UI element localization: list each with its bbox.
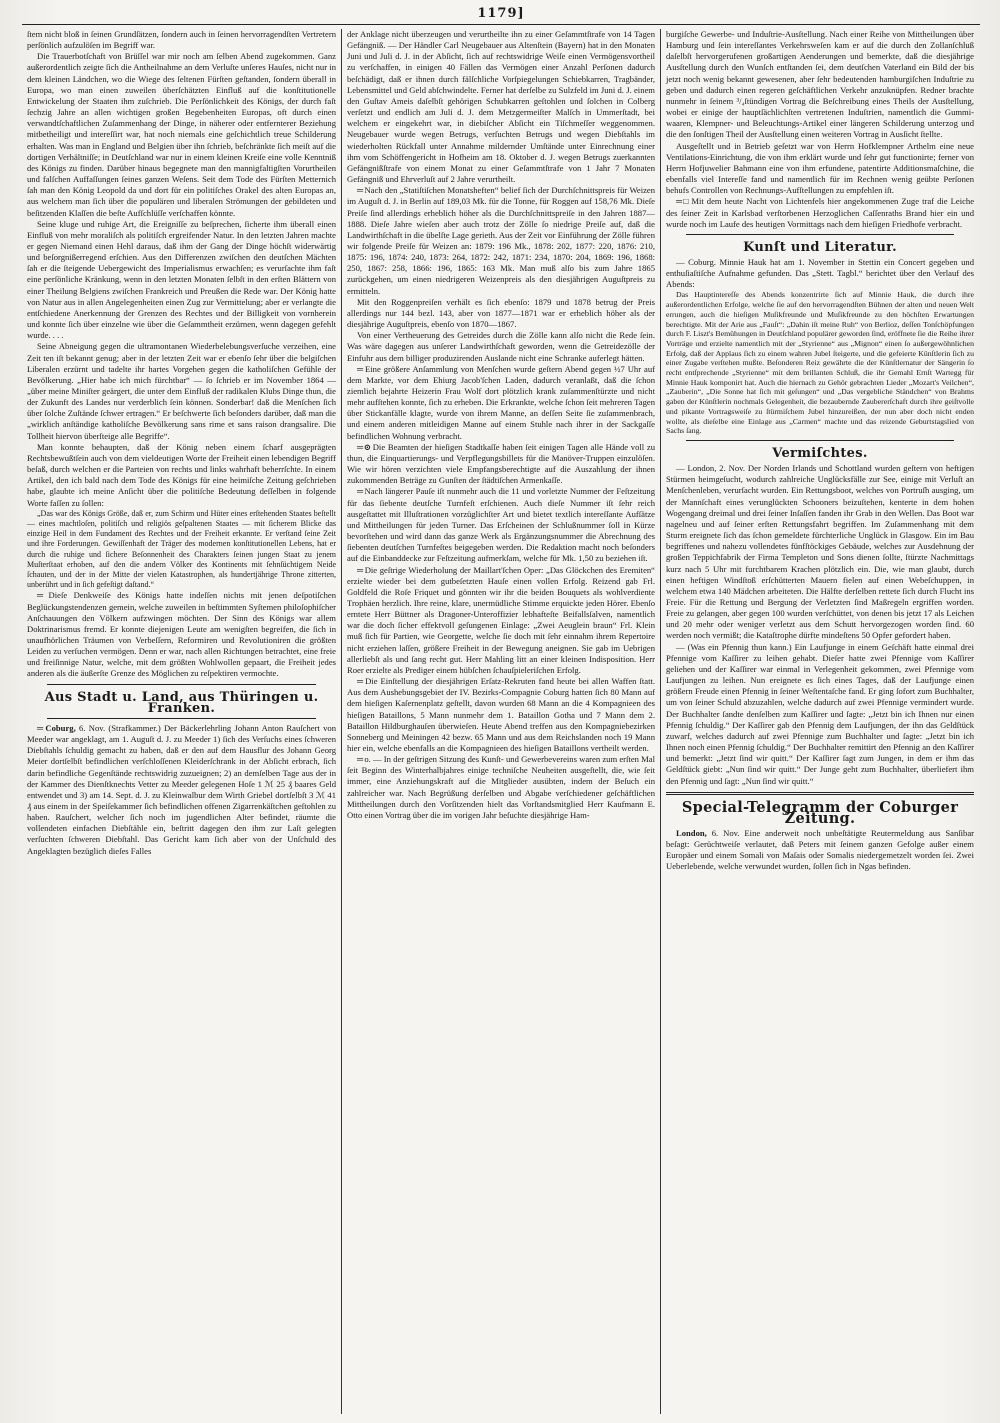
article-paragraph — [347, 754, 655, 821]
article-paragraph: Die Trauerbotſchaft von Brüſſel war mir noch am ſelben Abend zugekommen. Ganz außerordentlich zeigte ſich die Antheilnahme an dem Verluſte unſeres Hauſes, nicht nur in dem kleinen Ländchen, wo die Wiege des ſeltenen Fürſten geſtanden, ſondern überall in Europa, wo man einen zuweilen überſchätzten Einfluß auf die konſtitutionelle Entwickelung der Staaten ihm zuſchrieb. Die Perſönlichkeit des Königs, der durch faſt ſechzig Jahre an allen wichtigen großen Begebenheiten Europas, oft durch einen verwandtſchaftlichen Zuſammenhang der Dinge, in näherer oder entfernterer Beziehung mitbetheiligt und intereſſirt war, hat noch niemals eine geſchichtlich treue Schilderung erhalten. Was man in England und Belgien über ihn ſchrieb, beſchränkte ſich meiſt auf die dortigen Verhältniſſe; in Deutſchland war nur in einem kleinen Kreiſe eine volle Kenntniß des Königs zu finden. Darüber hinaus begegnete man den mannigfaltigſten Vorurtheilen und falſchen Auffaſſungen ſeines ganzen Weſens. Seit dem Tode des Fürſten Metternich ſah man den König Leopold da und dort für ein politiſches Orakel des alten Europas an, aus welchem man ſich über die populären und liberalen Strömungen der gebildeten und beſitzenden Klaſſen die beſte Aufſchlüſſe verſchaffen könnte. — [27, 51, 336, 218]
article-paragraph — [347, 442, 655, 487]
section-marker-icon: ═ — [357, 363, 363, 374]
divider — [686, 234, 954, 235]
section-heading-local-news: Aus Stadt u. Land, aus Thüringen u. Franken. — [44, 689, 319, 716]
section-marker-icon: ═ — [357, 486, 363, 497]
article-paragraph — [666, 196, 974, 229]
paragraph-text: Die Einſtellung der diesjährigen Erſatz-Rekruten fand heute bei allen Waffen ſtatt. Aus dem Aushebungsgebiet der IV. Bezirks-Compagnie Coburg hatten ſich 80 Mann auf dem hieſigen Kaſernenplatz geſtellt, davon wurden 68 Mann an die 4 Kompagnieen des hieſigen Bataillons, 5 Mann nunmehr dem 1. Bataillon Gotha und 7 Mann dem 2. Bataillon Hildburghauſen überwieſen. Heute Abend treffen aus den Kompagniebezirken Sonneberg und Meiningen 42 bezw. 65 Mann und aus dem Reichslanden noch 19 Mann hier ein, welche ebenfalls an die Kompagnieen des hieſigen Bataillons vertheilt werden. — [347, 676, 655, 753]
article-paragraph — [347, 565, 655, 677]
section-marker-icon: ═ — [357, 185, 363, 196]
paragraph-text: o. — In der geſtrigen Sitzung des Kunſt- und Gewerbevereins waren zum erſten Mal ſeit Beginn des Winterhalbjahres einige techniſche Neuheiten ausgeſtellt, die, wie ſeit immer, eine Anziehungskraft auf die Mitglieder ausübten, indem der Beſuch ein zahlreicher war. Nach Begrüßung derſelben und Abgabe verſchiedener geſchäftlichen Mittheilungen durch den Vorſitzenden hielt das Vorſtandsmitglied Herr Kaufmann E. Otto einen Vortrag über die im vorigen Jahr beſuchte diesjährige Ham- — [347, 754, 655, 820]
section-marker-icon: ═ ⊙ — [357, 441, 370, 452]
article-paragraph — [27, 723, 336, 857]
article-paragraph: der Anklage nicht überzeugen und verurtheilte ihn zu einer Geſammtſtrafe von 14 Tagen Gefängniß. — Der Händler Carl Neugebauer aus Altenſtein (Bayern) hat in den Monaten Juni und Juli d. J. in der Abſicht, ſich auf rechtswidrige Weiſe einen Vermögensvortheil zu verſchaffen, in einigen 40 Fällen das Vermögen einer Anzahl Perſonen dadurch beſchädigt, daß er ihnen durch fälſchliche Vorſpiegelungen Schiebkarren, Tragbänder, Lebensmittel und Geld abſchwindelte. Ferner hat derſelbe zu Sulzfeld im Juni d. J. einem den Guſtav Ameis daſelbſt gehörigen Schubkarren geſtohlen und ſolchen in Colberg verſetzt und endlich am Juli d. J. dem Metzgermeiſter Malſch in Ummerſtadt, bei welchem er eingekehrt war, in diebiſcher Abſicht ein Tiſchmeſſer weggenommen. Neugebauer wurde wegen Betrugs, verſuchten Betrugs und wegen Diebſtahls im wiederholten Rückfall unter Annahme mildernder Umſtände unter Einrechnung einer ihm vom Schöffengericht in Hofheim am 18. Oktober d. J. wegen Betrugs zuerkannten Gefängnißſtrafe von einem Monat zu einer Geſammtſtrafe von 1 Jahr 7 Monaten Gefängniß und Ehrverluſt auf 2 Jahre verurtheilt. — [347, 29, 655, 185]
columns — [22, 29, 980, 1414]
quoted-passage: „Das war des Königs Größe, daß er, zum Schirm und Hüter eines erſtehenden Staates beſtellt — eines machtloſen, politiſch und religiös geſpaltenen Staates — mit ſicherem Blicke das einzige Heil in dem Fundament des Rechtes und der Freiheit erkannte. Er verſtand ſeine Zeit und ihre Forderungen. Gewiſſenhaft der Träger des modernen konſtitutionellen Lebens, hat er durch die ruhige und ſichere Beſonnenheit des Charakters ſeinen jungen Staat zu jenem Muſterſtaat erhoben, auf den die andern Völker des Kontinents mit ſehnſüchtigem Neide ſchauten, und der in der Mitte der vielen Katastrophen, als hundertjährige Throne zitterten, unberührt und in ſich gefeſtigt daſtand.“ — [27, 508, 336, 590]
paragraph-text: Die geſtrige Wiederholung der Maillart'ſchen Oper: „Das Glöckchen des Eremiten“ erzielte wieder bei dem gutbeſetzten Hauſe einen vollen Erfolg. Reizend gab Frl. Goldfeld die Roſe Friquet und gönnten wir ihr die beiden Bouquets als wohlverdiente Trophäen herzlich. Ihre reine, klare, unermüdliche Stimme erquickte jeden Hörer. Ebenſo erntete Herr Büttner als Dragoner-Unteroffizier lebhafteſte Beifallsſalven, namentlich war die doch ſicher effektvoll geſungenen Einlage: „Zwei Aeuglein braun“ Frl. Klein muß ſich für Partien, wie Georgette, welche ſie doch mit ſehr einnahm ihrem Repertoire nicht erziehen laſſen, größere Freiheit in der Bewegung aneignen. Sie gab im Uebrigen allerliebſt als und ſang recht gut. Herr Mahling litt an einer kleinen Indisposition. Herr Roer erzielte als Prediger einem hübſchen ſchauſpieleriſchen Erfolg. — [347, 564, 655, 675]
article-paragraph: — Coburg. Minnie Hauk hat am 1. November in Stettin ein Concert gegeben und enthuſiaſtiſche Aufnahme gefunden. Das „Stett. Tagbl.“ berichtet über den Verlauf des Abends: — [666, 256, 974, 290]
article-paragraph — [347, 185, 655, 297]
section-marker-icon: ═ — [357, 564, 363, 575]
article-paragraph — [347, 364, 655, 442]
dateline: London, — [676, 827, 707, 838]
article-paragraph: Ausgeſtellt und in Betrieb geſetzt war von Herrn Hofklempner Arthelm eine neue Ventilations-Einrichtung, die von ihm erklärt wurde und ſehr gut functionirte; ferner von Herrn Hofjuwelier Bahmann eine von ihm erfundene, patentirte Additionsmaſchine, die ebenfalls viel Intereſſe fand und namentlich für im Rechnen wenig geübte Perſonen behufs Controllen von Rechnungs-Aufſtellungen zu empfehlen iſt. — [666, 140, 974, 196]
divider — [686, 440, 954, 441]
divider — [47, 718, 316, 719]
page-number: 1179] — [22, 6, 980, 25]
article-paragraph: burgiſche Gewerbe- und Induſtrie-Ausſtellung. Nach einer Reihe von Mittheilungen über Hamburg und ſein intereſſantes Verkehrsweſen kam er auf die durch den Zollanſchluß daſelbſt hervorgerufenen großartigen Aenderungen und bemerkte, daß die diesjährige Ausſtellung durch den Wunſch entſtanden ſei, dem deutſchen Vaterland ein Bild der bis jetzt noch wenig bekannt gewesenen, aber ſehr bedeutenden hamburgiſchen Induſtrie zu geben und dadurch einen regeren geſchäftlichen Verkehr anzuknüpfen. Redner brachte nunmehr in ſeinem ³/₄ſtündigen Vortrag die Beſchreibung eines Theils der Ausſtellung, wobei er einige der hauptſächlichſten vertretenen Induſtrien, namentlich die Gummi-waaren, Klempner- und Beleuchtungs-Artikel einer längeren Schilderung unterzog und die den ſonſtigen Theil der Ausſtellung einen weiteren Vortrag in Ausſicht ſtellte. — [666, 29, 974, 140]
dateline: Coburg, — [45, 722, 76, 733]
paragraph-text: 6. Nov. (Strafkammer.) Der Bäckerlehrling Johann Anton Rauſchert von Meeder war angeklagt, am 1. Auguſt d. J. zu Meeder 1) ſich des Verſuchs eines ſchweren Diebſtahls ſchuldig gemacht zu haben, daß er den auf dem Hausflur des Johann Georg Meier dortſelbſt befindlichen verſchloſſenen Kleiderſchrank in der Abſicht erbrach, ſich darin befindliche Gegenſtände rechtswidrig zuzueignen; 2) an demſelben Tage aus der in der Kammer des Dienſtknechts Vetter zu Meeder gelegenen Hoſe 1 ℳ 25 ₰ baares Geld entwendet und 3) am 14. Sept. d. J. zu Kleinwalbur dem Wirth Griebel dortſelbſt 3 ℳ 41 ₰ aus einem in der Speiſekammer ſich befindlichen offenen Zigarrenkäſtchen geſtohlen zu haben. Rauſchert, welcher ſich noch im jugendlichen Alter befindet, räumte die vollendeten einfachen Diebſtähle ein, beſtritt dagegen den ihm zur Laſt gelegten verſuchten ſchweren Diebſtahl. Das Gericht kam ſich aber von der Unſchuld des Angeklagten bezüglich dieſes Falles — [27, 722, 336, 856]
article-paragraph — [347, 486, 655, 564]
article-paragraph: — London, 2. Nov. Der Norden Irlands und Schottland wurden geſtern von heftigen Stürmen heimgeſucht, wodurch zahlreiche Unglücksfälle zur See, einige mit Verluſt an Menſchenleben, verurſacht wurden. Ein Rettungsboot, welches von Portruſh ausging, um der Mannſchaft eines verunglückten Schooners beizuſtehen, kenterte in dem hohen Wogengang dreimal und drei ſeiner Inſaſſen fanden ihr Grab in den Wellen. Das Boot war nagelneu und auf ſeiner erſten Rettungsfahrt begriffen. Im Zuſammenhang mit dem Sturm ereignete ſich das ſchon gemeldete fürchterliche Unglück in Glasgow. Ein im Bau begriffenes und nahezu vollendetes fünfſtöckiges Gebäude, welches zur Ausdehnung der großen Teppichfabrik der Firma Templeton und Sons dienen ſollte, ſtürzte Nachmittags kurz nach 5 Uhr mit furchtbarem Krachen plötzlich ein. Die, wie man glaubt, durch einen heftigen Windſtoß erſchütterten Mauern fielen auf einen Webeſchuppen, in welchem etwa 140 Mädchen arbeiteten. Die Hälfte derſelben rettete ſich durch Flucht ins Freie. Für die Rettung und Bergung der Verletzten ſind Maßregeln ergriffen worden. Freie zu gelangen, aber gegen 100 wurden verſchüttet, von denen bis jetzt 17 als Leichen und 20 mehr oder weniger verletzt aus dem Schutt hervorgezogen worden ſind. 60 werden noch vermißt; die Kataſtrophe dürfte mindeſtens 50 Opfer gefordert haben. — [666, 463, 974, 641]
paragraph-text: Die Beamten der hieſigen Stadtkaſſe haben ſeit einigen Tagen alle Hände voll zu thun, die Einquartierungs- und Verpflegungsbillets für die Manöver-Truppen einzulöſen. Wie wir hören verzichten viele Empfangsberechtigte auf die Auszahlung der ihnen zukommenden Beträge zu Gunſten der ſtädtiſchen Armenkaſſe. — [347, 441, 655, 486]
section-marker-icon: ═ □ — [676, 196, 689, 207]
section-heading-miscellaneous: Vermiſchtes. — [772, 445, 868, 461]
paragraph-text: Eine größere Anſammlung von Menſchen wurde geſtern Abend gegen ½7 Uhr auf dem Markte, vor dem Ehiurg Jacob'ſchen Laden, dadurch veranlaßt, daß die ſchon ziemlich bejahrte Heizerin Frau Wolf dort plötzlich krank zuſammenſtürzte und nicht mehr aufſtehen konnte, ſich zu erheben. Die Erkrankte, welche ſchon ſeit mehreren Tagen über Stickanfälle klagte, wurde von ihrem Manne, an deſſen Seite ſie zuſammenbrach, und einem anderen mitleidigen Manne auf einem Stuhle nach ihrer in der Sackgaſſe befindlichen Wohnung verbracht. — [347, 363, 655, 441]
article-paragraph: Von einer Vertheuerung des Getreides durch die Zölle kann alſo nicht die Rede ſein. Was wäre dagegen aus unſerer Landwirthſchaft geworden, wenn die Getreidezölle der Einfuhr aus dem billiger produzirenden Auslande nicht eine Schranke auferlegt hätten. — [347, 330, 655, 363]
section-heading-telegram: Special-Telegramm der Coburger Zeitung. — [681, 798, 959, 827]
paragraph-text: Dieſe Denkweiſe des Königs hatte indeſſen nichts mit jenen deſpotiſchen Beglückungstendenzen gemein, welche zuweilen in beſtimmten Syſtemen philoſophiſcher Anſchauungen den Völkern aufzwingen möchten. Der Sinn des Königs war allem Doktrinarismus fremd. Er konnte diejenigen Leute am wenigſten begreifen, die ſich in unaufhörlichen Träumen von Verbeſſern, Reformiren und Revolutioniren die größten Leiden zu verſuchen vermögen. Denn er war, nach allen Richtungen betrachtet, eine freie und freiſinnige Natur, welche, mit dem größten Wohlwollen gepaart, die Freiheit jedes anderen als die äußerſte Grenze des Möglichen zu reſpektiren vermochte. — [27, 590, 336, 679]
article-paragraph: Seine kluge und ruhige Art, die Ereigniſſe zu beſprechen, ſicherte ihm überall einen Einfluß von mehr moraliſch als politiſch ergreifender Natur. In den letzten Jahren machte er gegen Niemand einen Hehl daraus, daß ihm der Gang der Dinge höchſt widerwärtig und beſorgnißerregend erſchien. Aus den Differenzen zwiſchen den deutſchen Mächten ſah er die ſteigende Uebergewicht des Imperialismus erwachſen; es verurſachte ihm faſt eine perſönliche Kränkung, wenn in den letzten Monaten ſelbſt in den erſten Blättern von einer Theilung Belgiens zwiſchen Frankreich und Preußen die Rede war. Der König hatte von Natur aus in allen Angelegenheiten einen Zug zur Vermittelung; aber er verlangte die entſchiedene Anerkennung der Grenzen des Rechtes und der Billigkeit von vornherein und konnte ſich über einzelne wie über die Geſammtheit erzürnen, wenn dagegen gefehlt wurde. . . . — [27, 218, 336, 341]
article-paragraph — [27, 590, 336, 679]
article-paragraph: Seine Abneigung gegen die ultramontanen Wiederbelebungsverſuche verzeihen, eine Zeit ten iſt bekannt genug; aber in der letzten Zeit war er ebenſo ſehr über die belgiſchen Liberalen erzürnt und tadelte ihr hartes Vorgehen gegen die katholiſchen Gefühle der Bevölkerung. „Hier habe ich mich fürchtbar“ — ſo ſchrieb er im November 1864 — „über meine Miniſter geärgert, die unter dem Einfluß der radikalen Klubs Dinge thun, die der Zukunft des Landes nur verderblich ſein können. Sonderbar! daß die Menſchen ſich über ſolche Zuſtände ſchwer ertragen.“ Er beſchwerte ſich beſonders darüber, daß man die „wirklich anſtändige katholiſche Bevölkerung sans rime et sans raison drangsalire. Die Tollheit hiervon überſteige alle Begriffe“. — [27, 341, 336, 441]
section-marker-icon: ═ — [37, 722, 43, 733]
article-paragraph: ſtem nicht bloß in ſeinen Grundſätzen, ſondern auch in ſeinen hervorragendſten Vertretern perſönlich aufzulöſen im Begriff war. — [27, 29, 336, 51]
section-marker-icon: ═ — [37, 590, 43, 601]
paragraph-text: Nach längerer Pauſe iſt nunmehr auch die 11 und vorletzte Nummer der Feſtzeitung für das ſiebente deutſche Turnfeſt erſchienen. Auch dieſe Nummer iſt ſehr reich ausgeſtattet mit Illuſtrationen vorzüglichſter Art und bietet textlich intereſſante Aufſätze und Mittheilungen für jeden Turner. Das Erſcheinen der Schlußnummer ſoll in Kürze bevorſtehen und wird dann das ganze Werk als Ergänzungsnummer die Abrechnung des ſiebenten deutſchen Turnfeſtes beigegeben werden. Die Redaktion macht noch beſonders auf die Einbanddecke zur Feſtzeitung aufmerkſam, welche für Mk. 1,50 zu beziehen iſt. — [347, 486, 655, 564]
divider — [47, 684, 316, 685]
column-3 — [660, 29, 979, 1414]
article-paragraph: Das Hauptintereſſe des Abends konzentrirte ſich auf Minnie Hauk, die durch ihre außerordentlichen Erfolge, welche ſie auf den hervorragendſten Bühnen der alten und neuen Welt errungen, auch die hieſigen Muſikfreunde und Muſikfreunde zu den höchſten Erwartungen berechtigte. Mit der Arie aus „Fauſt“: „Dahin iſt meine Ruh“ von Berlioz, deſſen Tonſchöpfungen durch F. Liszt's Bemühungen in Deutſchland populärer geworden ſind, eröffnete ſie die Reihe ihrer Vorträge und erzielte namentlich mit der „Styrienne“ aus „Mignon“ einen ſo außergewöhnlichen Erfolg, daß der Applaus ſich zu einem wahren Jubel ſteigerte, und die gefeierte Künſtlerin ſich zu einer Zugabe verſtehen mußte. Beſonderen Reiz gewährte die der Künſtlernatur der Sängerin ſo recht entſprechende „Styrienne“ mit dem brillanten Schluß, die ihr Gemahl Ernſt Wartegg für Minnie Hauk komponirt hat. Auch die hiernach zu Gehör gebrachten Lieder „Mozart's Veilchen“, „Zauberin“, „Die Sonne hat ſich mit geſungen“ und „Das vergebliche Ständchen“ von Brahms gaben der Künſtlerin nochmals Gelegenheit, die bezaubernde Zaubererſchaft durch ihre geiſtvolle und pikante Vortragsweiſe zu ſtürmiſchem Jubel hinzureißen, der nun aber doch nicht enden wollte, als dieſelbe eine Einlage aus „Carmen“ machte und das reizende Geburtstagslied von Sachs ſang. — [666, 290, 974, 436]
article-paragraph: Mit den Roggenpreiſen verhält es ſich ebenſo: 1879 und 1878 betrug der Preis allerdings nur 144 bezl. 143, aber von 1877—1871 war er erheblich höher als der diesjährige Auguſtpreis, ebenſo von 1870—1867. — [347, 296, 655, 330]
column-1 — [22, 29, 341, 1414]
article-paragraph: — (Was ein Pfennig thun kann.) Ein Laufjunge in einem Geſchäft hatte einmal drei Pfennige vom Kaſſirer zu leihen gehabt. Dieſer hatte zwei Pfennige vom Kaſſirer geliehen und der Kaſſirer war einmal in Verlegenheit gekommen, zwei Pfennige vom Laufjungen zu leihen. Nun ereignete es ſich eines Tages, daß der Laufjunge einen größern Freude einen Pfennig in ſeiner Weſtentaſche fand. Er ging ſofort zum Buchhalter, um von ſeiner Schuld abzuzahlen, welche dadurch auf zwei Pfennige vermindert wurde. Der Buchhalter ſandte denſelben zum Kaſſirer und ſagte: „Jetzt bin ich Ihnen nur einen Pfennig ſchuldig.“ Der Kaſſirer gab den Pfennig dem Laufjungen, der ihn das Geldſtück zuwarf, welches dadurch auf zwei Pfennige zum Buchhalter und ſagte: „Jetzt bin ich Ihnen noch einen Pfennig ſchuldig.“ Der Buchhalter remittirt den Pfennig an den Kaſſirer und bemerkt: „Jetzt ſind wir quitt.“ Der Kaſſirer ſagt zum Jungen, in dem er ihm das Geldſtück giebt: „Nun ſind wir quitt.“ Der Junge geht zum Buchhalter, überliefert ihm den Pfennig und ſagt: „Nun ſind wir quitt.“ — [666, 641, 974, 786]
section-marker-icon: ═ — [357, 754, 363, 765]
divider — [666, 792, 974, 795]
paragraph-text: Mit dem heute Nacht von Lichtenfels hier angekommenen Zuge traf die Leiche des ſeiner Zeit in Karlsbad verſtorbenen Herzoglichen Caſſenraths Brand hier ein und wurde noch im Laufe des heutigen Vormittags nach dem hieſigen Friedhofe verbracht. — [666, 196, 975, 229]
section-marker-icon: ═ — [357, 676, 363, 687]
column-2 — [341, 29, 660, 1414]
article-paragraph — [347, 676, 655, 754]
article-paragraph — [666, 828, 974, 873]
paragraph-text: Nach den „Statiſtiſchen Monatsheften“ belief ſich der Durchſchnittspreis für Weizen im Auguſt d. J. in Berlin auf 189,03 Mk. für die Tonne, für Roggen auf 158,76 Mk. Dieſe Preiſe ſind allerdings erheblich höher als die Durchſchnittspreiſe in den Jahren 1887—1888. Dieſe Jahre wieſen aber auch trotz der Zölle ſo niedrige Preiſe auf, daß die Landwirthſchaft in die übelſte Lage gerieth. Aus der Zeit vor Einführung der Zölle führen wir folgende Preiſe für Weizen an: 1879: 196 Mk., 1878: 202, 1877: 220, 1876: 210, 1875: 196, 1874: 240, 1873: 264, 1872: 242, 1871: 234, 1870: 204, 1869: 196, 1868: 250, 1867: 258, 1866: 196, 1865: 163 Mk. Man muß alſo bis zum Jahre 1865 zurückgehen, um einen niedrigeren Weizenpreis als den diesjährigen Auguſtpreis zu ermitteln. — [347, 185, 656, 296]
paragraph-text: 6. Nov. Eine anderweit noch unbeſtätigte Reutermeldung aus Sanſibar beſagt: Gerüchtweiſe verlautet, daß Peters mit ſeinem ganzen Gefolge außer einem Europäer und einem Somali von Maſais oder Somalis niedergemetzelt worden ſei. Zwei Ueberlebende, welche verwundet wurden, ſollen ſich in Ngas befinden. — [666, 827, 974, 872]
section-heading-art-literature: Kunſt und Literatur. — [743, 239, 897, 255]
article-paragraph: Man konnte behaupten, daß der König neben einem ſcharf ausgeprägten Rechtsbewußtſein auch von dem vieldeutigen Worte der Freiheit einen lebendigen Begriff beſaß, durch welchen er die Parteien von rechts und links wahrhaft beherrſchte. In einem Artikel, den ich bald nach dem Tode des Königs für eine heimiſche Zeitung geſchrieben habe, glaubte ich meine Anſicht über die politiſche Bedeutung deſſelben in folgende Worte faſſen zu ſollen: — [27, 441, 336, 508]
